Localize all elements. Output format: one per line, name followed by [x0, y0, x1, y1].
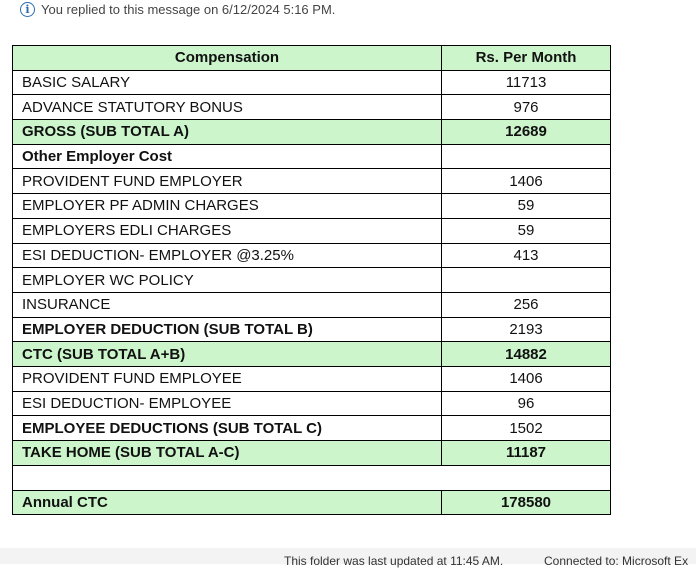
- row-value: 96: [442, 391, 611, 416]
- row-label: ADVANCE STATUTORY BONUS: [13, 95, 442, 120]
- row-value: 1406: [442, 366, 611, 391]
- row-label: Annual CTC: [13, 490, 442, 515]
- table-row: [13, 292, 611, 317]
- row-value: [442, 144, 611, 169]
- row-label: EMPLOYER DEDUCTION (SUB TOTAL B): [13, 317, 442, 342]
- spacer-cell: [442, 465, 611, 490]
- row-value: 12689: [442, 120, 611, 145]
- row-label: EMPLOYEE DEDUCTIONS (SUB TOTAL C): [13, 416, 442, 441]
- folder-updated-status: This folder was last updated at 11:45 AM.: [284, 554, 504, 568]
- row-value: 59: [442, 218, 611, 243]
- table-row: [13, 366, 611, 391]
- table-row: [13, 243, 611, 268]
- row-label: GROSS (SUB TOTAL A): [13, 120, 442, 145]
- row-value: 2193: [442, 317, 611, 342]
- reply-info-bar: [20, 0, 335, 18]
- compensation-table: [12, 45, 611, 515]
- table-row-subtotal: [13, 441, 611, 466]
- table-row-subtotal: [13, 342, 611, 367]
- row-value: 14882: [442, 342, 611, 367]
- row-value: 178580: [442, 490, 611, 515]
- row-label: PROVIDENT FUND EMPLOYER: [13, 169, 442, 194]
- spacer-cell: [13, 465, 442, 490]
- table-row-annual-ctc: [13, 490, 611, 515]
- table-spacer-row: [13, 465, 611, 490]
- table-row: [13, 194, 611, 219]
- table-row: [13, 391, 611, 416]
- row-label: EMPLOYERS EDLI CHARGES: [13, 218, 442, 243]
- row-label: PROVIDENT FUND EMPLOYEE: [13, 366, 442, 391]
- table-row-subtotal: [13, 416, 611, 441]
- table-row: [13, 95, 611, 120]
- header-rs-per-month: Rs. Per Month: [442, 46, 611, 71]
- row-label: Other Employer Cost: [13, 144, 442, 169]
- row-label: INSURANCE: [13, 292, 442, 317]
- row-value: [442, 268, 611, 293]
- table-row: [13, 218, 611, 243]
- row-label: ESI DEDUCTION- EMPLOYER @3.25%: [13, 243, 442, 268]
- row-label: CTC (SUB TOTAL A+B): [13, 342, 442, 367]
- row-value: 11713: [442, 70, 611, 95]
- connection-status: Connected to: Microsoft Ex: [544, 554, 689, 568]
- table-row-subtotal: [13, 120, 611, 145]
- table-row-subtotal: [13, 317, 611, 342]
- row-label: EMPLOYER WC POLICY: [13, 268, 442, 293]
- row-label: EMPLOYER PF ADMIN CHARGES: [13, 194, 442, 219]
- row-label: TAKE HOME (SUB TOTAL A-C): [13, 441, 442, 466]
- row-value: 1502: [442, 416, 611, 441]
- row-label: BASIC SALARY: [13, 70, 442, 95]
- table-row: [13, 169, 611, 194]
- table-row: [13, 268, 611, 293]
- table-row: [13, 70, 611, 95]
- row-value: 11187: [442, 441, 611, 466]
- row-value: 413: [442, 243, 611, 268]
- table-header-row: [13, 46, 611, 71]
- reply-info-text: You replied to this message on 6/12/2024 5:16 PM.: [41, 1, 336, 17]
- row-label: ESI DEDUCTION- EMPLOYEE: [13, 391, 442, 416]
- row-value: 59: [442, 194, 611, 219]
- header-compensation: Compensation: [13, 46, 442, 71]
- row-value: 976: [442, 95, 611, 120]
- row-value: 256: [442, 292, 611, 317]
- row-value: 1406: [442, 169, 611, 194]
- table-row-section: [13, 144, 611, 169]
- status-bar: [0, 548, 696, 568]
- info-icon: i: [20, 2, 35, 17]
